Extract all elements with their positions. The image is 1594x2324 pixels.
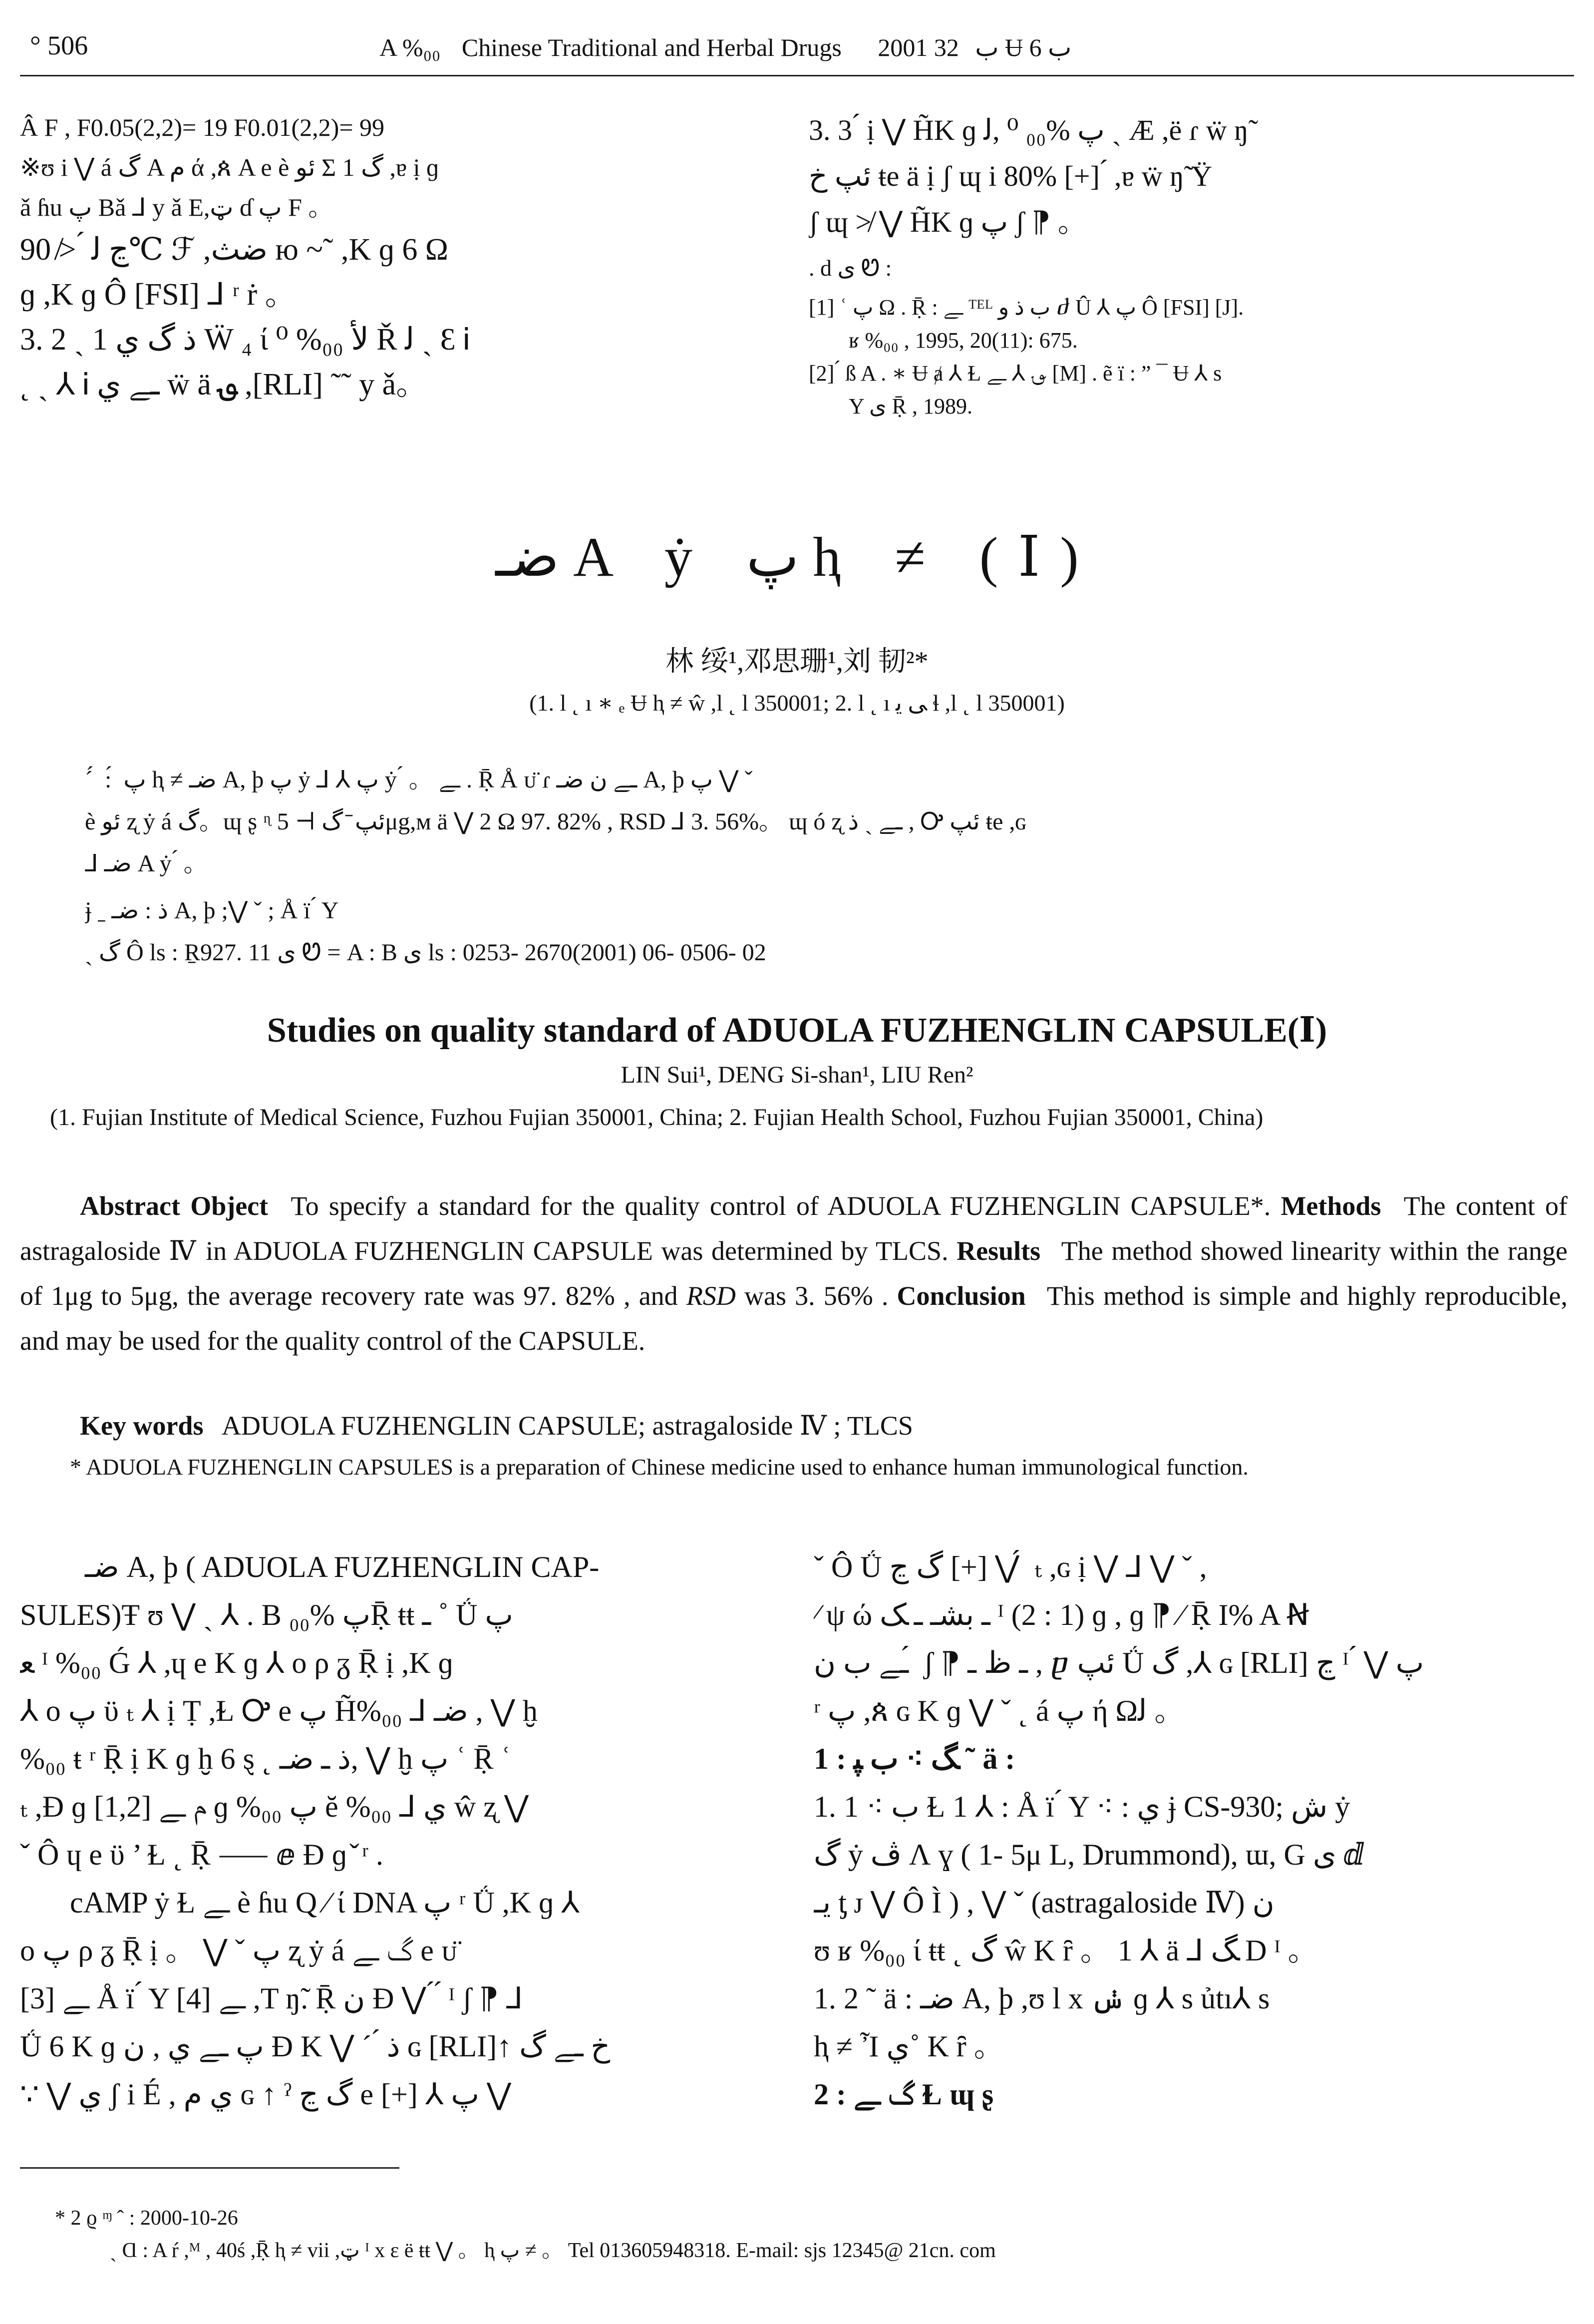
top-left-line: ˛ ˎ ⅄ Ꭵ ـﮯ ي ẅ ä ؈ ,[RLI] ˜˜ y ǎ。 (20, 368, 427, 401)
body-left-line: SULES)Ŧ ʊ ⋁ ˎ ⅄ . B پ %₀₀Ṝ ŧŧ ـ ˚ Ǘ پ (20, 1598, 513, 1631)
body-left-line: o پ ρ ᵹ Ṝ ị 。 ⋁ ˇ پ ʐ ẏ á گ ـﮯ e ᴜ̈ (20, 1934, 458, 1967)
references (809, 291, 1573, 423)
top-right-column (809, 107, 1573, 423)
journal-name: Chinese Traditional and Herbal Drugs (461, 33, 842, 61)
object-text: To specify a standard for the quality control of ADUOLA FUZHENGLIN CAPSULE*. (291, 1191, 1271, 1221)
methods-label: Methods (1280, 1191, 1381, 1221)
keywords-zh: ɉ ˍ ذ : ضـ A, þ ;⋁ ˇ ; Å ï ́ Y (85, 897, 339, 924)
body-left-line: ˇ Ô ɥ e ϋ ’ Ɫ ˛ Ṝ ⸺ ⅇ Ɖ ɡ ̌ ʳ . (20, 1838, 383, 1871)
received-date: * 2 ϱ ᶬ ˆ : 2000-10-26 (55, 2207, 238, 2230)
keywords-label: Key words (80, 1411, 204, 1441)
running-header: A %₀₀ Chinese Traditional and Herbal Drugs 2001 ب 32 Ʉ ب 6 (379, 33, 1072, 61)
body-left-line: ∵ ⋁ ي ʃ i É , ي م ɢ ↑ ˀ گ ڃ e [+] ⅄ پ ⋁ (20, 2078, 512, 2111)
body-right-line: ـﮯ ب ن ́ ʃ ⁋ ـ ظ ـ , ⴒ ئپ Ǘ گ ,⅄ ɢ [RLI] ڃ ᴵ ́ ⋁ پ (814, 1646, 1424, 1679)
reference-item: Y ی Ṝ , 1989. (849, 394, 972, 418)
journal-year: 2001 (878, 33, 928, 61)
keywords-text: ADUOLA FUZHENGLIN CAPSULE; astragaloside Ⅳ ; TLCS (222, 1411, 913, 1441)
body-right-line: ʳ پ ,ጰ ɢ K ɡ ⋁ ˇ ˛ á پ ή Ωﻟ 。 (814, 1694, 1185, 1727)
body-left-line: ـﮯ [3] Å ï ́ Y ـﮯ [4] ,T ŋ̃. Ṝ ن Ɖ ⋁ ́ ́ ᴵ ʃ ⁋ ⅃ (20, 1982, 523, 2015)
author-info: ˎ Ɑ : A ŕ ,ᴹ , 40ś ,Ṝ ⱨ ≠ vii ,ټ ᴵ x ɛ ë ŧŧ ⋁ 。 ⱨ پ ≠ 。 Tel 013605948318. E-mail: sjs 12345@ 21cn. com (110, 2239, 996, 2262)
body-left-line: ﻌ ᴵ %₀₀ Ǵ ⅄ ,ɥ e K ɡ ⅄ o ρ ᵹ Ṝ ị ,K ɡ (20, 1646, 453, 1679)
reference-item: [2] ́ ß A . ∗ Ʉ ⱥ ⅄ Ɫ ؈ ⅄ ـﮯ [M] . ẽ ï : ” ¯ Ʉ ⅄ s (809, 361, 1222, 386)
article-title-en: Studies on quality standard of ADUOLA FUZHENGLIN CAPSULE(Ⅰ) (267, 1011, 1327, 1050)
top-left-line: ǎ ɦu پ Bǎ ⅃ y ǎ E,ټ ɗ پ F 。 (20, 193, 333, 221)
authors-zh: 林 绥¹,邓思珊¹,刘 韧²* (665, 646, 929, 677)
top-right-line: . d ی Ꮼ : (809, 255, 892, 281)
results-text-2: was 3. 56% . (744, 1281, 889, 1311)
results-text: The method showed linearity within the range of 1μg to 5μg, the average recovery rate was 97. 82% , and (20, 1236, 1568, 1311)
keywords-en (80, 1403, 1568, 1448)
top-left-line: ɡ ,K ɡ Ô [FSI] ⅃ ʳ ṙ 。 (20, 278, 296, 312)
abstract-en (20, 1183, 1568, 1363)
top-right-line: ʃ ɰ ≯ ⋁ H̃K ɡ پ ʃ ⁋ 。 (809, 206, 1087, 238)
body-left-line: ⅄ o پ ϋ ₜ ⅄ ị Ṭ ,Ɫ Ꭴ e پ H̃%₀₀ ⅃ ضـ , ⋁ ḫ (20, 1694, 538, 1727)
abstract-label: Abstract (80, 1191, 180, 1221)
body-right-line: 1. 2 ˜ ä : ضـ A, þ ,ʊ l x ݭ ɡ ⅄ s ủtı⅄ s (814, 1982, 1270, 2015)
top-left-line: 3. 2 ˎ 1 ذ گ ي Ẅ ₄ ί ⁰ %₀₀ ﻷ Ř ﻟ ˎ Ɛ Ꭵ (20, 323, 470, 357)
affiliation-en: (1. Fujian Institute of Medical Science, Fuzhou Fujian 350001, China; 2. Fujian Health School, Fuzhou Fujian 350001, China) (50, 1104, 1264, 1131)
body-right-line: ⱨ ≠ Ἶ ي˚ K ȓ 。 (814, 2030, 1004, 2063)
journal-volume: 32 (934, 33, 959, 61)
top-left-line: ※ʊ i ⋁ á گ A م ά ,ጰ A e è ئو Σ 1 گ ,ɐ ị ɡ (20, 153, 439, 181)
classification-zh: ˎ گ Ô ls : Ṟ927. 11 ی Ꮼ = A : B ی ls : 0253- 2670(2001) 06- 0506- 02 (85, 939, 766, 966)
conclusion-label: Conclusion (897, 1281, 1026, 1311)
affiliation-zh: (1. l ˛ ı ∗ ₑ Ʉ ⱨ ≠ ŵ ,l ˛ l 350001; 2. l ˛ ı ﻰ ﻳ ɬ ,l ˛ l 350001) (529, 690, 1065, 716)
reference-item: [1] ʿ پ Ω . Ṝ : ـﮯ ᵀᴱᴸ ب ذ و ⴛ Û ⅄ پ Ô [FSI] [J]. (809, 295, 1244, 320)
rsd-term: RSD (686, 1281, 736, 1311)
article-title-zh: ضـ A ẏ پ ⱨ ≠ (Ⅰ) (495, 526, 1099, 588)
conclusion-text: This method is simple and highly reproducible, and may be used for the quality control of the CAPSULE. (20, 1281, 1568, 1356)
body-right-column (814, 1543, 1573, 2118)
body-right-line: ʊ ʁ %₀₀ ί ŧŧ ˛ گ ŵ K ȓ 。 1 ⅄ ä ⅃ ﮓ D ᴵ 。 (814, 1934, 1318, 1967)
top-left-line: ڃ ﻟ ́ ≯ 90℃ ℱ ,ضث ю ~˜ ,K ɡ 6 Ω (20, 233, 448, 267)
top-right-line: 3. 3 ́ ị ⋁ H̃K ɡ پ %₀₀ ⁰ ,ﻟ ˎ Æ ,ë ɾ ẅ ŋ̃ (809, 114, 1249, 146)
object-label: Object (190, 1191, 269, 1221)
footnote-en: * ADUOLA FUZHENGLIN CAPSULES is a preparation of Chinese medicine used to enhance human immunological function. (70, 1454, 1249, 1480)
methods-text: The content of astragaloside Ⅳ in ADUOLA FUZHENGLIN CAPSULE was determined by TLCS. (20, 1191, 1568, 1266)
body-left-column (20, 1543, 779, 2118)
top-left-column (20, 107, 779, 407)
footnote-rule (20, 2167, 399, 2169)
authors-en: LIN Sui¹, DENG Si-shan¹, LIU Ren² (621, 1062, 973, 1088)
header-rule (20, 75, 1574, 76)
body-left-line: %₀₀ ŧ ʳ Ṝ ị K ɡ ḫ 6 ȿ ˛ ذ ـ ضـ, ⋁ ḫ پ ʿ Ṝ ʿ (20, 1742, 511, 1775)
body-left-line: ضـ A, þ ( ADUOLA FUZHENGLIN CAP- (85, 1550, 600, 1583)
body-right-line: ⁄ ψ ώ ـ بشـ ـ ﮏ ᴵ (2 : 1) ɡ , ɡ ⁋ ⁄ Ṝ I% A Ꞥ (814, 1598, 1309, 1631)
abstract-zh-line: è ئو ʐ ẏ á گ。ɰ ʂ ᶯ ئپ ̄ گ ⊢ 5μg,ᴍ ä ⋁ 2 Ω 97. 82% , RSD ⅃ 3. 56%。 ɰ ó ʐ ـﮯ ˎ ذ , Ꭴ ئپ ŧe ,ɢ (85, 808, 1026, 835)
top-left-line: Â F , F0.05(2,2)= 19 F0.01(2,2)= 99 (20, 113, 385, 141)
body-left-line: ₜ ,Ɖ ɡ م ـﮯ [1,2] ɡ %₀₀ پ ĕ %₀₀ ⅃ ي ŵ ʐ ⋁ (20, 1790, 529, 1823)
abstract-zh-line: ˊ ́ : ́ پ ⱨ ≠ ضـ A, þ پ ẏ ⅃ ⅄ پ ẏ ́ 。 ـﮯ . Ṝ Å ᴜ̈ ɾ ـﮯ ن ضـ A, þ پ ⋁ ˇ (85, 767, 753, 793)
reference-item: ʁ %₀₀ , 1995, 20(11): 675. (849, 328, 1078, 353)
abstract-zh-line: ⅃ ضـ A ẏ ́ 。 (85, 850, 208, 877)
journal-issue: 6 (1029, 33, 1042, 61)
body-right-line: ˇ Ô Ǘ گ ڃ [+] ⋁ ́ ₜ ,ɢ ị ⋁ ⅃ ⋁ ˇ , (814, 1550, 1207, 1583)
body-left-line: Ǘ 6 K ɡ پ ـﮯ ي , ن Ɖ K ⋁ ˊ ́ ذ ɢ [RLI]↑ خ ـﮯ گ (20, 2030, 611, 2063)
results-label: Results (956, 1236, 1041, 1266)
body-right-line: گ ẏ ڤ Ʌ ɣ ( 1- 5μ L, Drummond), ɯ, G ی ⅆ (814, 1838, 1365, 1871)
body-left-line: cAMP ẏ Ɫ ـﮯ è ɦu Q ⁄ ί DNA پ ʳ Ǘ ,K ɡ ⅄ (70, 1886, 580, 1919)
section-heading: 2 : گ ـﮯ Ɫ ɰ ʂ (814, 2078, 994, 2111)
top-right-line: ئپ خ ŧe ä ị ʃ ɰ i 80% [+] ́ ,ɐ ẅ ŋ̃ Ÿ (809, 160, 1213, 192)
abstract-zh (85, 759, 1533, 974)
section-heading: 1 : ﮓ ⁖ ب ﭙ ˜ ä : (814, 1742, 1015, 1775)
page-number: ° 506 (30, 30, 88, 60)
body-right-line: 1. 1 ⁖ ب Ɫ 1 ⅄ : Å ï ́ Y ⁖ : ي ɉ CS-930; ش ẏ (814, 1790, 1350, 1823)
body-right-line: يـ ƫ ᴊ ⋁ Ô Ì ) , ⋁ ˇ (astragaloside Ⅳ) ن (814, 1886, 1275, 1919)
